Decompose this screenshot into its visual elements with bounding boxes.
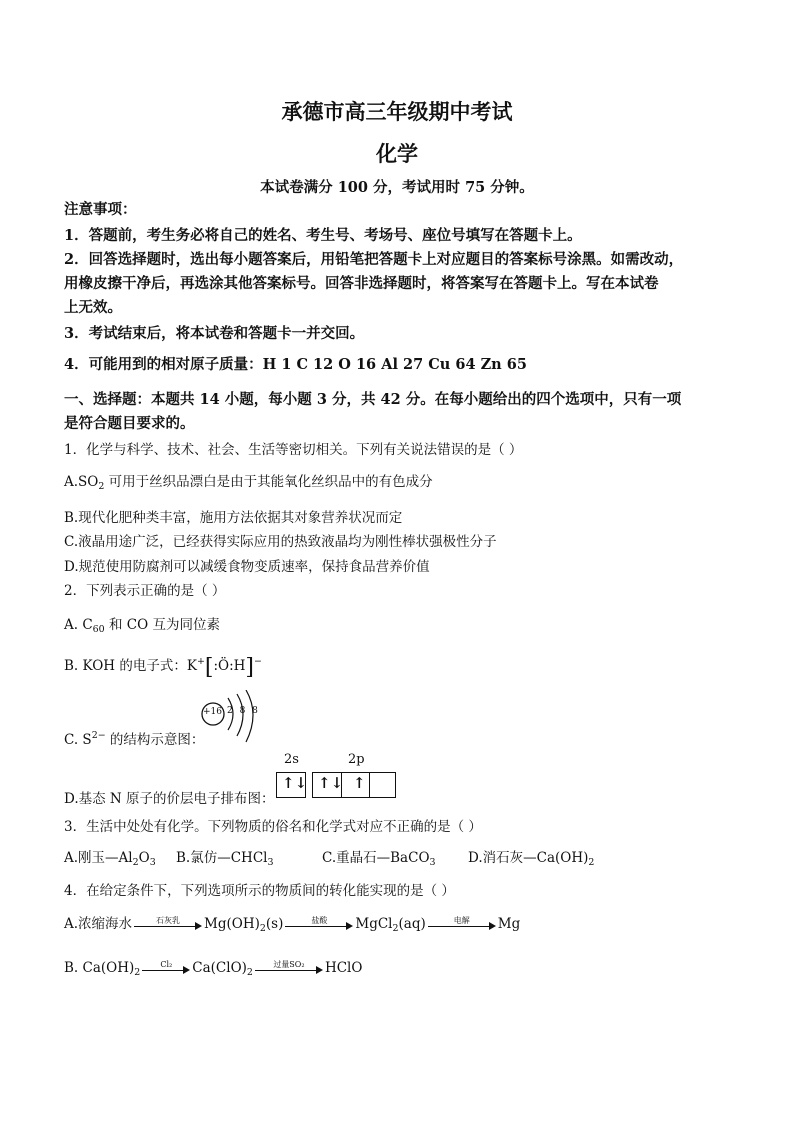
q3-stem: 3．生活中处处有化学。下列物质的俗名和化学式对应不正确的是（ ） xyxy=(64,819,482,835)
q1-option-c: C.液晶用途广泛，已经获得实际应用的热致液晶均为刚性棒状强极性分子 xyxy=(64,534,497,550)
reaction-arrow: Cl₂ xyxy=(142,962,190,976)
q2-option-d: D.基态 N 原子的价层电子排布图： xyxy=(64,791,275,807)
note-2-line-3: 上无效。 xyxy=(64,299,122,316)
spin-pair-2p: ↑↓ xyxy=(318,774,344,792)
q2-stem: 2．下列表示正确的是（ ） xyxy=(64,583,226,599)
q4-option-a: A.浓缩海水 石灰乳 $Mg(OH)_2(s)$ 盐酸 MgCl$_2$(aq) 电解 Mg xyxy=(64,915,521,934)
q1-option-a: $A.SO_2$ 可用于丝织品漂白是由于其能氧化丝织品中的有色成分 xyxy=(64,474,433,492)
exam-info: 本试卷满分 100 分，考试用时 75 分钟。 xyxy=(260,179,534,196)
q3-option-b: B.氯仿—CHCl$_3$ xyxy=(176,850,274,868)
q4-option-b: B. $Ca(OH)_2$ Cl₂ $Ca(ClO)_2$ 过量SO₂ HClO xyxy=(64,959,363,978)
left-bracket: [ xyxy=(204,655,214,680)
q1-option-b: B.现代化肥种类丰富，施用方法依据其对象营养状况而定 xyxy=(64,510,403,526)
reaction-arrow: 盐酸 xyxy=(285,918,353,932)
section-heading-line-2: 是符合题目要求的。 xyxy=(64,415,195,432)
spin-up-2p: ↑ xyxy=(353,774,366,792)
q1-option-d: D.规范使用防腐剂可以减缓食物变质速率，保持食品营养价值 xyxy=(64,559,430,575)
q1-stem: 1．化学与科学、技术、社会、生活等密切相关。下列有关说法错误的是（ ） xyxy=(64,442,523,458)
note-2-line-1: 2．回答选择题时，选出每小题答案后，用铅笔把答题卡上对应题目的答案标号涂黑。如需改动， xyxy=(64,251,684,268)
q2-option-a: A. $C_{60}$ 和 CO 互为同位素 xyxy=(64,617,220,635)
q3-option-a: A.刚玉$—Al_2O_3$ xyxy=(64,850,156,868)
reaction-arrow: 电解 xyxy=(428,918,496,932)
spin-pair-2s: ↑↓ xyxy=(282,774,308,792)
orbital-2s-label: 2s xyxy=(284,752,299,767)
note-2-line-2: 用橡皮擦干净后，再选涂其他答案标号。回答非选择题时，将答案写在答题卡上。写在本试卷 xyxy=(64,275,659,292)
reaction-arrow: 石灰乳 xyxy=(134,918,202,932)
exam-title: 承德市高三年级期中考试 xyxy=(281,99,513,124)
note-3: 3．考试结束后，将本试卷和答题卡一并交回。 xyxy=(64,325,365,342)
note-4: 4．可能用到的相对原子质量：H 1 C 12 O 16 Al 27 Cu 64 Zn 65 xyxy=(64,356,527,373)
electron-shells: 2 8 8 xyxy=(227,706,260,716)
note-1: 1．答题前，考生务必将自己的姓名、考生号、考场号、座位号填写在答题卡上。 xyxy=(64,227,582,244)
q3-option-c: C.重晶石—BaCO$_3$ xyxy=(322,850,436,868)
subject-title: 化学 xyxy=(376,141,418,166)
section-heading-line-1: 一、选择题：本题共 14 小题，每小题 3 分，共 42 分。在每小题给出的四个选项中，只有一项 xyxy=(64,391,682,408)
notes-heading: 注意事项： xyxy=(64,201,137,218)
q2-option-b: B. KOH 的电子式：K+[:Ö:H]− xyxy=(64,655,262,680)
q4-stem: 4．在给定条件下，下列选项所示的物质间的转化能实现的是（ ） xyxy=(64,883,455,899)
right-bracket: ] xyxy=(245,655,254,680)
q2-option-c: C. $S^{2-}$ 的结构示意图： xyxy=(64,730,205,748)
orbital-2p-label: 2p xyxy=(348,752,365,767)
nucleus-charge: +16 xyxy=(203,707,222,717)
reaction-arrow: 过量SO₂ xyxy=(255,962,323,976)
q3-option-d: D.消石灰$—Ca(OH)_2$ xyxy=(468,850,595,868)
